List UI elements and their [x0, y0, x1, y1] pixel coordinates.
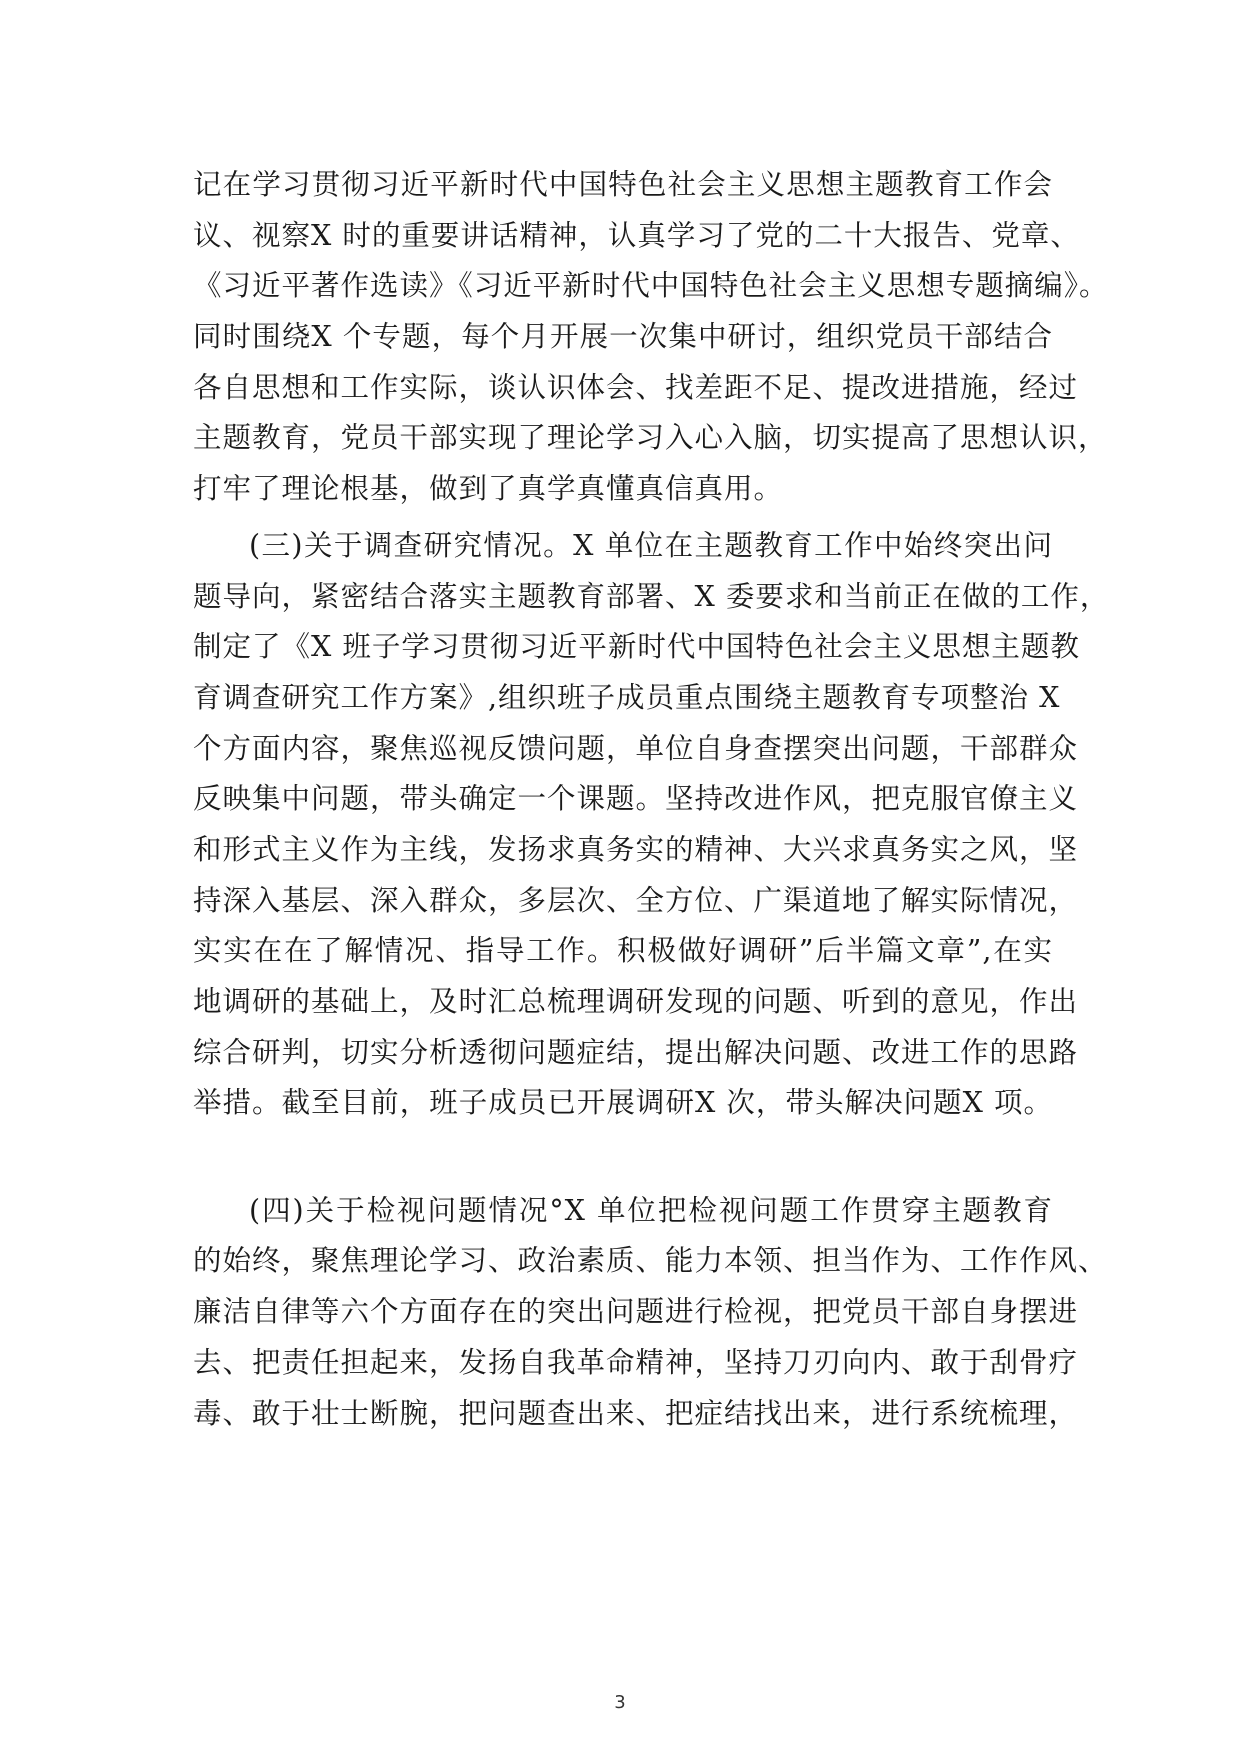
text-line: 议、视察X 时的重要讲话精神，认真学习了党的二十大报告、党章、 — [193, 218, 1080, 252]
text-line: (四)关于检视问题情况°X 单位把检视问题工作贯穿主题教育 — [249, 1193, 1053, 1227]
text-line — [193, 1129, 1053, 1180]
text-line: 举措。截至目前，班子成员已开展调研X 次，带头解决问题X 项。 — [193, 1086, 1053, 1120]
text-line: (三)关于调查研究情况。X 单位在主题教育工作中始终突出问 — [249, 528, 1053, 562]
text-line: 同时围绕X 个专题，每个月开展一次集中研讨，组织党员干部结合 — [193, 320, 1053, 354]
text-line: 持深入基层、深入群众，多层次、全方位、广渠道地了解实际情况， — [193, 883, 1079, 917]
paragraph-problem-review — [193, 1186, 1108, 1439]
text-line: 的始终，聚焦理论学习、政治素质、能力本领、担当作为、工作作风、 — [193, 1244, 1108, 1278]
text-line: 地调研的基础上，及时汇总梳理调研发现的问题、听到的意见，作出 — [193, 985, 1079, 1018]
text-line: 实实在在了解情况、指导工作。积极做好调研”后半篇文章”,在实 — [193, 934, 1053, 968]
text-line: 廉洁自律等六个方面存在的突出问题进行检视，把党员干部自身摆进 — [193, 1295, 1079, 1329]
paragraph-investigation-research — [193, 521, 1110, 1180]
text-line: 和形式主义作为主线，发扬求真务实的精神、大兴求真务实之风，坚 — [193, 832, 1079, 866]
text-line: 综合研判，切实分析透彻问题症结，提出解决问题、改进工作的思路 — [193, 1035, 1079, 1069]
page-number: 3 — [614, 1692, 626, 1713]
document-body — [193, 160, 1110, 1439]
text-line: 育调查研究工作方案》,组织班子成员重点围绕主题教育专项整治 X — [193, 680, 1061, 714]
text-line: 毒、敢于壮士断腕，把问题查出来、把症结找出来，进行系统梳理， — [193, 1396, 1079, 1430]
text-line: 反映集中问题，带头确定一个课题。坚持改进作风，把克服官僚主义 — [193, 782, 1079, 816]
text-line: 去、把责任担起来，发扬自我革命精神，坚持刀刃向内、敢于刮骨疗 — [193, 1345, 1079, 1379]
text-line: 制定了《X 班子学习贯彻习近平新时代中国特色社会主义思想主题教 — [193, 630, 1080, 664]
text-line: 各自思想和工作实际，谈认识体会、找差距不足、提改进措施，经过 — [193, 370, 1079, 404]
text-line: 记在学习贯彻习近平新时代中国特色社会主义思想主题教育工作会 — [193, 168, 1053, 201]
text-line: 《习近平著作选读》《习近平新时代中国特色社会主义思想专题摘编》。 — [193, 269, 1109, 303]
text-line: 题导向，紧密结合落实主题教育部署、X 委要求和当前正在做的工作， — [193, 579, 1110, 613]
text-line: 个方面内容，聚焦巡视反馈问题，单位自身查摆突出问题，干部群众 — [193, 731, 1079, 765]
paragraph-study-continuation — [193, 160, 1109, 515]
text-line: 打牢了理论根基，做到了真学真懂真信真用。 — [193, 472, 784, 506]
text-line: 主题教育，党员干部实现了理论学习入心入脑，切实提高了思想认识， — [193, 421, 1108, 455]
